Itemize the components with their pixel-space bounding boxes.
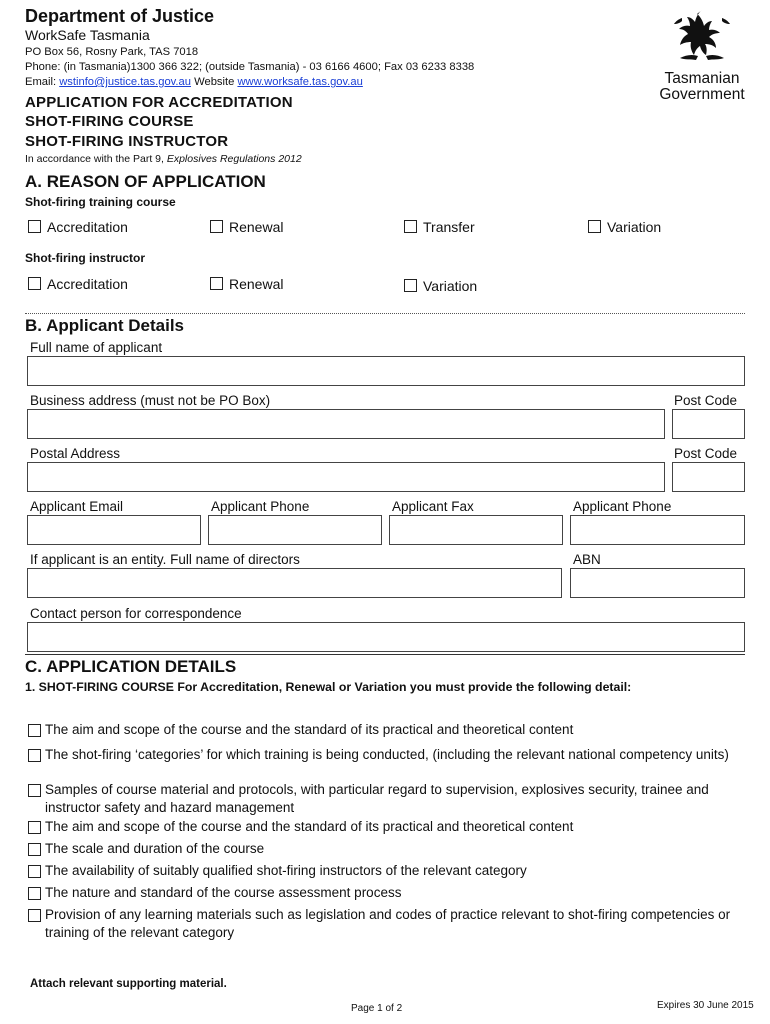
checkbox[interactable] bbox=[210, 220, 223, 233]
section-a-heading: A. REASON OF APPLICATION bbox=[25, 172, 266, 191]
requirement-item[interactable] bbox=[28, 862, 738, 880]
checkbox[interactable] bbox=[28, 724, 41, 737]
thylacine-logo-icon bbox=[662, 8, 742, 66]
contact-line bbox=[25, 76, 363, 88]
page-number: Page 1 of 2 bbox=[351, 1003, 403, 1014]
instructor-accreditation-option[interactable] bbox=[28, 276, 128, 292]
contact-person-label: Contact person for correspondence bbox=[30, 606, 242, 621]
postal-address-label: Postal Address bbox=[30, 446, 121, 461]
attach-note: Attach relevant supporting material. bbox=[30, 978, 227, 990]
checkbox[interactable] bbox=[28, 887, 41, 900]
applicant-phone-field[interactable] bbox=[208, 515, 382, 545]
checkbox[interactable] bbox=[28, 821, 41, 834]
section-divider bbox=[25, 313, 745, 314]
course-transfer-option[interactable] bbox=[404, 219, 475, 235]
requirement-item[interactable] bbox=[28, 746, 738, 764]
regulation-note bbox=[25, 153, 302, 165]
full-name-label: Full name of applicant bbox=[30, 340, 163, 355]
requirement-item[interactable] bbox=[28, 721, 738, 739]
tasmanian-government-logo bbox=[652, 8, 752, 103]
checkbox[interactable] bbox=[28, 909, 41, 922]
option-label: Accreditation bbox=[47, 276, 128, 292]
logo-line-1: Tasmanian bbox=[664, 70, 740, 87]
applicant-fax-field[interactable] bbox=[389, 515, 563, 545]
regulation-note-prefix: In accordance with the Part 9, bbox=[25, 153, 164, 165]
form-title-line-2: SHOT-FIRING COURSE bbox=[25, 113, 194, 130]
checkbox[interactable] bbox=[210, 277, 223, 290]
course-variation-option[interactable] bbox=[588, 219, 661, 235]
website-link[interactable]: www.worksafe.tas.gov.au bbox=[237, 76, 363, 88]
expiry-date: Expires 30 June 2015 bbox=[657, 1000, 754, 1011]
option-label: Transfer bbox=[423, 219, 475, 235]
section-b-heading: B. Applicant Details bbox=[25, 316, 185, 335]
section-c-heading: C. APPLICATION DETAILS bbox=[25, 657, 237, 676]
instructor-variation-option[interactable] bbox=[404, 278, 477, 294]
applicant-fax-label: Applicant Fax bbox=[392, 499, 474, 514]
course-accreditation-option[interactable] bbox=[28, 219, 128, 235]
form-title-line-1: APPLICATION FOR ACCREDITATION bbox=[25, 94, 293, 111]
option-label: Variation bbox=[607, 219, 662, 235]
logo-line-2: Government bbox=[659, 86, 745, 103]
requirement-text: The aim and scope of the course and the standard of its practical and theoretical content bbox=[45, 722, 574, 737]
checkbox[interactable] bbox=[404, 279, 417, 292]
checkbox[interactable] bbox=[28, 865, 41, 878]
email-label: Email: bbox=[25, 76, 57, 88]
business-postcode-label: Post Code bbox=[674, 393, 738, 408]
requirement-text: Provision of any learning materials such as legislation and codes of practice relevant to shot-firing competencies or training of the relevant category bbox=[45, 907, 731, 940]
requirement-item[interactable] bbox=[28, 906, 738, 942]
checkbox[interactable] bbox=[28, 749, 41, 762]
postal-address-line: PO Box 56, Rosny Park, TAS 7018 bbox=[25, 46, 199, 58]
email-link[interactable]: wstinfo@justice.tas.gov.au bbox=[59, 76, 191, 88]
option-label: Accreditation bbox=[47, 219, 128, 235]
option-label: Renewal bbox=[229, 219, 284, 235]
postal-postcode-field[interactable] bbox=[672, 462, 745, 492]
checkbox[interactable] bbox=[28, 843, 41, 856]
checkbox[interactable] bbox=[28, 220, 41, 233]
requirement-item[interactable] bbox=[28, 781, 738, 817]
requirement-text: The shot-firing ‘categories’ for which training is being conducted, (including the relevant national competency units) bbox=[45, 747, 729, 762]
course-group-label: Shot-firing training course bbox=[25, 195, 176, 209]
option-label: Variation bbox=[423, 278, 478, 294]
postal-address-field[interactable] bbox=[27, 462, 665, 492]
business-postcode-field[interactable] bbox=[672, 409, 745, 439]
applicant-email-field[interactable] bbox=[27, 515, 201, 545]
section-divider bbox=[25, 654, 745, 655]
agency-name: WorkSafe Tasmania bbox=[25, 27, 150, 43]
requirement-text: The aim and scope of the course and the standard of its practical and theoretical content bbox=[45, 819, 574, 834]
applicant-phone-2-label: Applicant Phone bbox=[573, 499, 672, 514]
requirement-text: The availability of suitably qualified shot-firing instructors of the relevant category bbox=[45, 863, 527, 878]
requirement-text: The scale and duration of the course bbox=[45, 841, 265, 856]
business-address-label: Business address (must not be PO Box) bbox=[30, 393, 271, 408]
form-title-line-3: SHOT-FIRING INSTRUCTOR bbox=[25, 133, 229, 150]
applicant-phone-2-field[interactable] bbox=[570, 515, 745, 545]
option-label: Renewal bbox=[229, 276, 284, 292]
directors-field[interactable] bbox=[27, 568, 562, 598]
website-label: Website bbox=[194, 76, 235, 88]
instructor-group-label: Shot-firing instructor bbox=[25, 251, 145, 265]
abn-field[interactable] bbox=[570, 568, 745, 598]
requirement-item[interactable] bbox=[28, 840, 738, 858]
regulation-note-title: Explosives Regulations 2012 bbox=[166, 153, 302, 165]
course-renewal-option[interactable] bbox=[210, 219, 283, 235]
phone-line: Phone: (in Tasmania)1300 366 322; (outside Tasmania) - 03 6166 4600; Fax 03 6233 8338 bbox=[25, 61, 475, 73]
section-c-subheading: 1. SHOT-FIRING COURSE For Accreditation, Renewal or Variation you must provide the following detail: bbox=[25, 680, 632, 694]
full-name-field[interactable] bbox=[27, 356, 745, 386]
directors-label: If applicant is an entity. Full name of directors bbox=[30, 552, 300, 567]
contact-person-field[interactable] bbox=[27, 622, 745, 652]
business-address-field[interactable] bbox=[27, 409, 665, 439]
requirement-text: Samples of course material and protocols, with particular regard to supervision, explosives security, trainee and instructor safety and hazard management bbox=[45, 782, 709, 815]
department-title: Department of Justice bbox=[25, 6, 215, 26]
checkbox[interactable] bbox=[28, 277, 41, 290]
applicant-email-label: Applicant Email bbox=[30, 499, 124, 514]
applicant-phone-label: Applicant Phone bbox=[211, 499, 310, 514]
requirement-item[interactable] bbox=[28, 818, 738, 836]
checkbox[interactable] bbox=[404, 220, 417, 233]
checkbox[interactable] bbox=[588, 220, 601, 233]
postal-postcode-label: Post Code bbox=[674, 446, 738, 461]
requirement-item[interactable] bbox=[28, 884, 738, 902]
requirement-text: The nature and standard of the course assessment process bbox=[45, 885, 402, 900]
instructor-renewal-option[interactable] bbox=[210, 276, 283, 292]
abn-label: ABN bbox=[573, 552, 601, 567]
checkbox[interactable] bbox=[28, 784, 41, 797]
